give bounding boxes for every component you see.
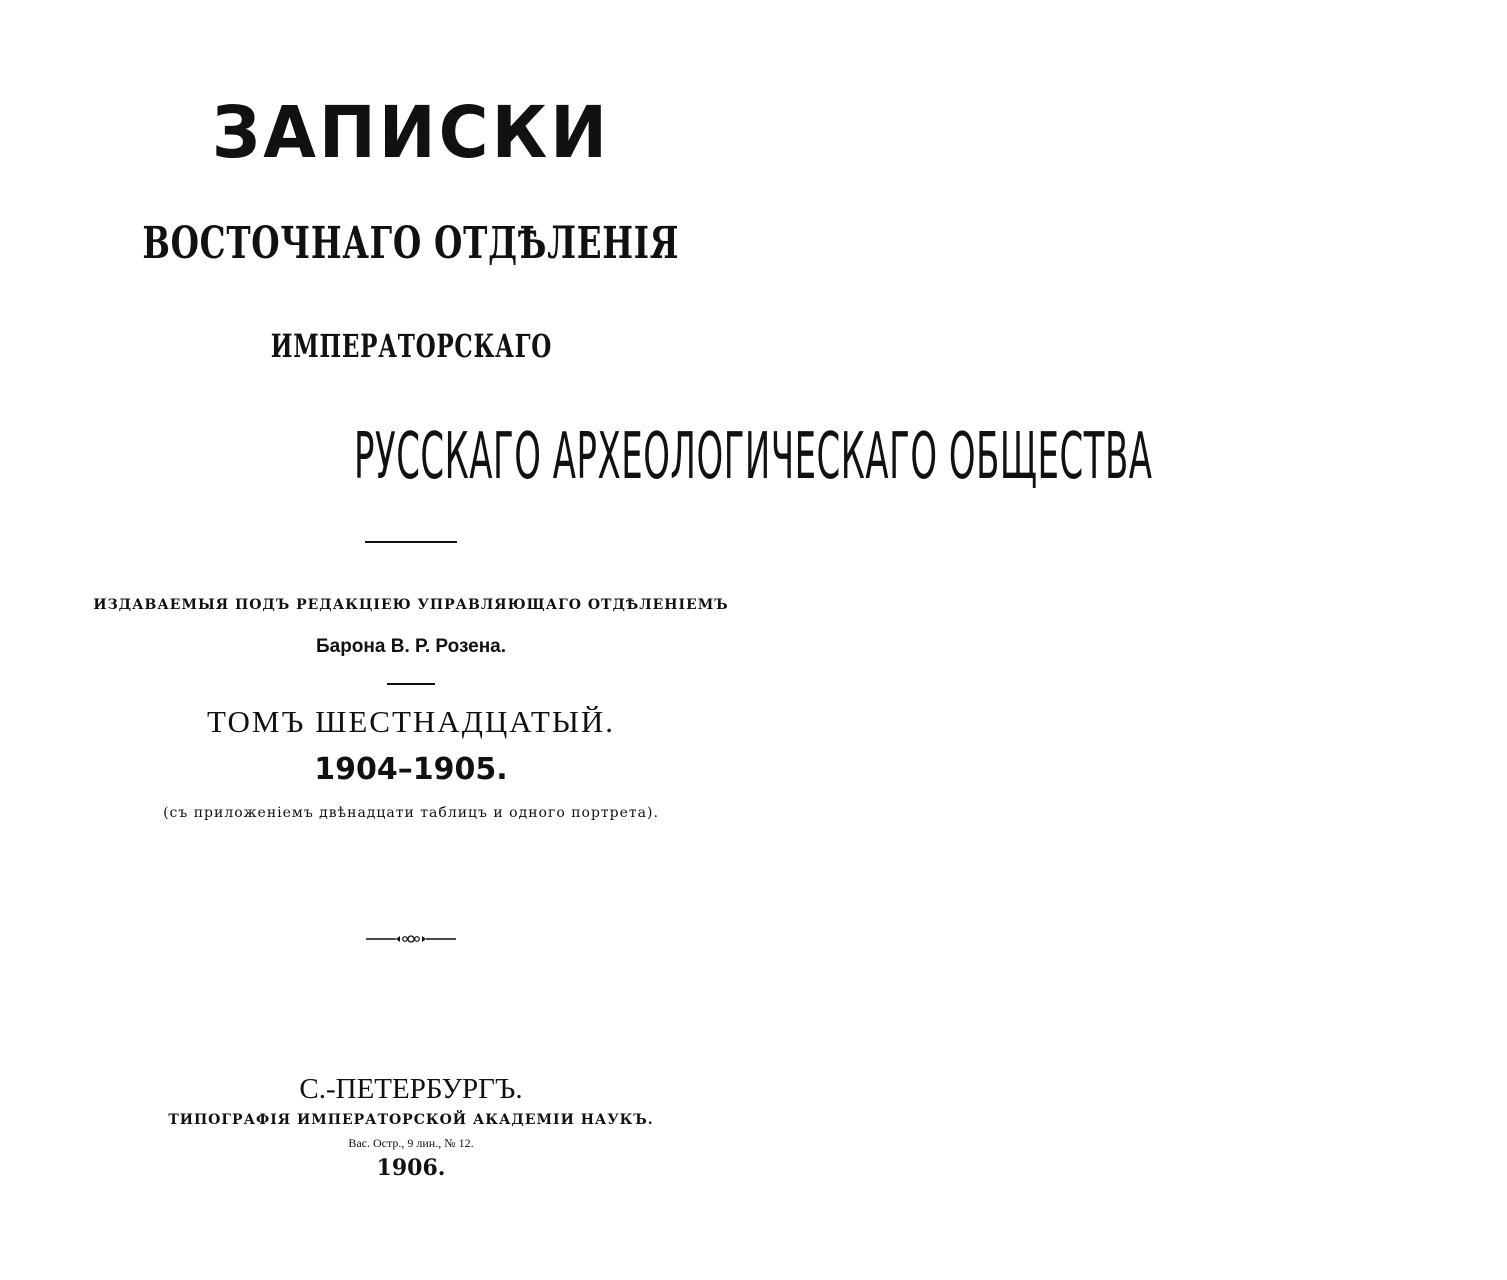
imprint-printer: ТИПОГРАФІЯ ИМПЕРАТОРСКОЙ АКАДЕМІИ НАУКЪ. xyxy=(168,1112,654,1128)
editor-name: Барона В. Р. Розена. xyxy=(315,636,507,657)
title-line-society xyxy=(0,420,1153,494)
editor-caption: ИЗДАВАЕМЫЯ ПОДЪ РЕДАКЦІЕЮ УПРАВЛЯЮЩАГО ОТДѢЛЕНІЕМЪ xyxy=(93,597,729,613)
volume-years: 1904–1905. xyxy=(314,752,508,787)
divider-rule-short xyxy=(387,683,435,685)
journal-title: ЗАПИСКИ xyxy=(211,92,611,175)
title-line-department-text: ВОСТОЧНАГО ОТДѢЛЕНІЯ xyxy=(142,218,680,269)
divider-rule xyxy=(365,541,457,543)
appendix-note: (съ приложеніемъ двѣнадцати таблицъ и одного портрета). xyxy=(163,805,659,821)
title-line-imperial-text: ИМПЕРАТОРСКАГО xyxy=(270,327,552,365)
imprint-address: Вас. Остр., 9 лин., № 12. xyxy=(348,1136,474,1150)
title-line-department xyxy=(0,218,822,269)
imprint-year: 1906. xyxy=(376,1155,446,1181)
ornament-divider xyxy=(366,932,456,946)
imprint-city: С.-ПЕТЕРБУРГЪ. xyxy=(299,1073,523,1105)
title-line-society-text: РУССКАГО АРХЕОЛОГИЧЕСКАГО ОБЩЕСТВА xyxy=(354,420,1153,494)
title-line-imperial xyxy=(0,327,822,365)
volume-label: ТОМЪ ШЕСТНАДЦАТЫЙ. xyxy=(206,704,615,739)
